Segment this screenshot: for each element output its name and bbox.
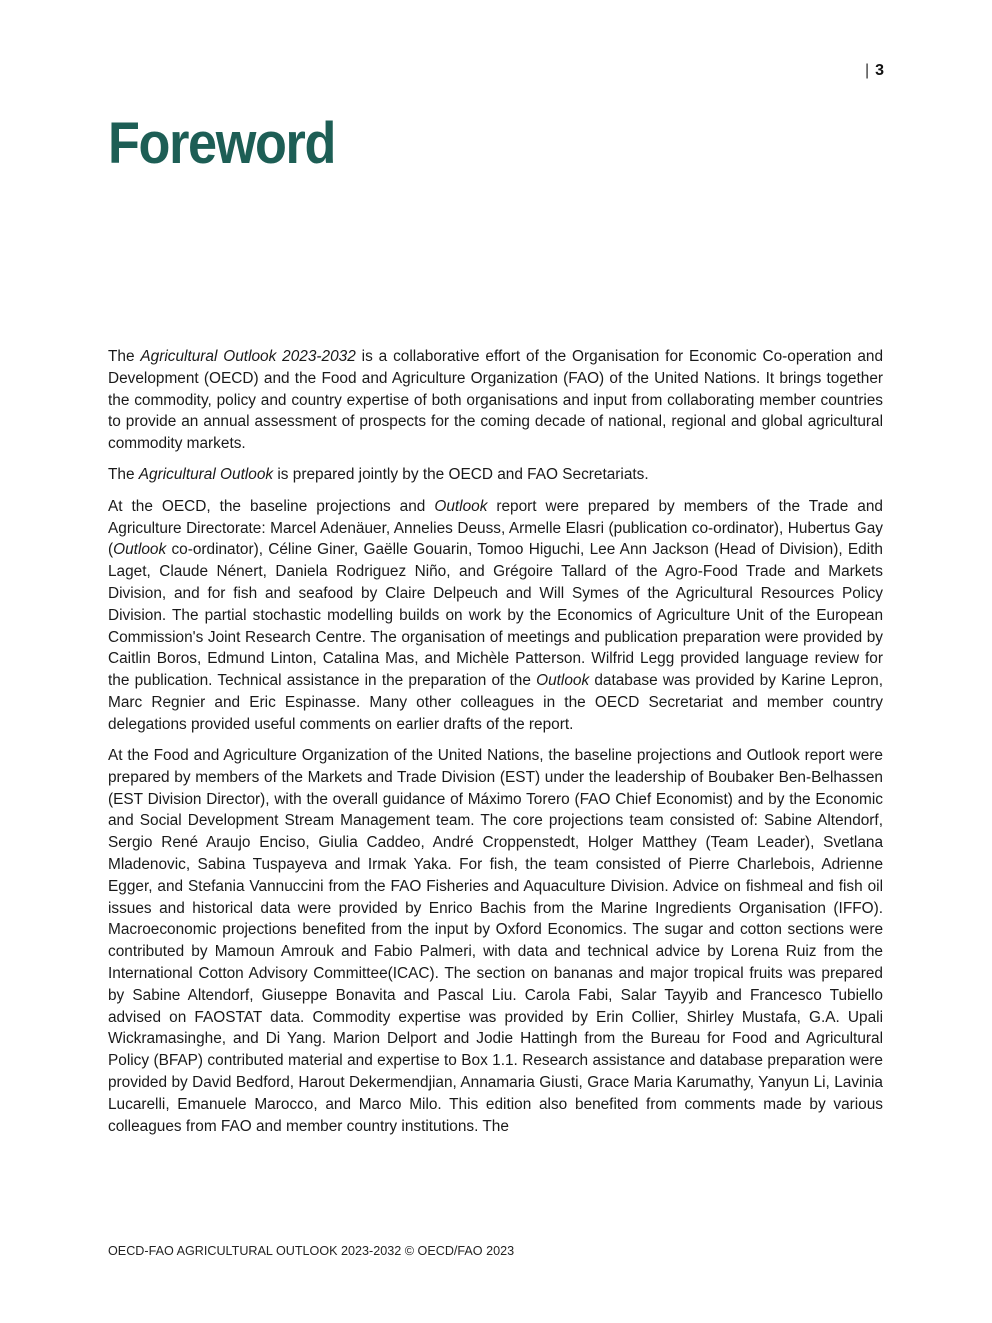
paragraph-3: At the OECD, the baseline projections and Outlook report were prepared by members of the Trade and Agriculture Directorate: Marcel Adenäuer, Annelies Deuss, Armelle Elasri (publication co-ordinator), Hubertus Gay (Outlook co-ordinator), Céline Giner, Gaëlle Gouarin, Tomoo Higuchi, Lee Ann Jackson (Head of Division), Edith Laget, Claude Nénert, Daniela Rodriguez Niño, and Grégoire Tallard of the Agro-Food Trade and Markets Division, and for fish and seafood by Claire Delpeuch and Will Symes of the Agricultural Resources Policy Division. The partial stochastic modelling builds on work by the Economics of Agriculture Unit of the European Commission's Joint Research Centre. The organisation of meetings and publication preparation were provided by Caitlin Boros, Edmund Linton, Catalina Mas, and Michèle Patterson. Wilfrid Legg provided language review for the publication. Technical assistance in the preparation of the Outlook database was provided by Karine Lepron, Marc Regnier and Eric Espinasse. Many other colleagues in the OECD Secretariat and member country delegations provided useful comments on earlier drafts of the report. <box>108 497 883 733</box>
paragraph-2: The Agricultural Outlook is prepared jointly by the OECD and FAO Secretariats. <box>108 466 649 484</box>
page-number-value: 3 <box>875 62 884 79</box>
page-title: Foreword <box>108 111 336 176</box>
paragraph-4: At the Food and Agriculture Organization of the United Nations, the baseline projections and Outlook report were prepared by members of the Markets and Trade Division (EST) under the leadership of Boubaker Ben-Belhassen (EST Division Director), with the overall guidance of Máximo Torero (FAO Chief Economist) and by the Economic and Social Development Stream Management team. The core projections team consisted of: Sabine Altendorf, Sergio René Araujo Enciso, Giulia Caddeo, André Croppenstedt, Holger Matthey (Team Leader), Svetlana Mladenovic, Sabina Tuspayeva and Irmak Yaka. For fish, the team consisted of Pierre Charlebois, Adrienne Egger, and Stefania Vannuccini from the FAO Fisheries and Aquaculture Division. Advice on fishmeal and fish oil issues and historical data were provided by Enrico Bachis from the Marine Ingredients Organisation (IFFO). Macroeconomic projections benefited from the input by Oxford Economics. The sugar and cotton sections were contributed by Mamoun Amrouk and Fabio Palmeri, with data and technical advice by Lorena Ruiz from the International Cotton Advisory Committee(ICAC). The section on bananas and major tropical fruits was prepared by Sabine Altendorf, Giuseppe Bonavita and Pascal Liu. Carola Fabi, Salar Tayyib and Francesco Tubiello advised on FAOSTAT data. Commodity expertise was provided by Erin Collier, Shirley Mustafa, G.A. Upali Wickramasinghe, and Di Yang. Marion Delport and Jodie Hattingh from the Bureau for Food and Agricultural Policy (BFAP) contributed material and expertise to Box 1.1. Research assistance and database preparation were provided by David Bedford, Harout Dekermendjian, Annamaria Giusti, Grace Maria Karumathy, Yanyun Li, Lavinia Lucarelli, Emanuele Marocco, and Marco Milo. This edition also benefited from comments made by various colleagues from FAO and member country institutions. The <box>108 747 883 1135</box>
header-separator: | <box>864 62 870 79</box>
paragraph-1: The Agricultural Outlook 2023-2032 is a collaborative effort of the Organisation for Economic Co-operation and Development (OECD) and the Food and Agriculture Organization (FAO) of the United Nations. It brings together the commodity, policy and country expertise of both organisations and input from collaborating member countries to provide an annual assessment of prospects for the coming decade of national, regional and global agricultural commodity markets. <box>108 348 883 453</box>
page-number <box>865 62 884 80</box>
body-text <box>108 346 883 1147</box>
page-footer: OECD-FAO AGRICULTURAL OUTLOOK 2023-2032 © OECD/FAO 2023 <box>108 1244 515 1258</box>
